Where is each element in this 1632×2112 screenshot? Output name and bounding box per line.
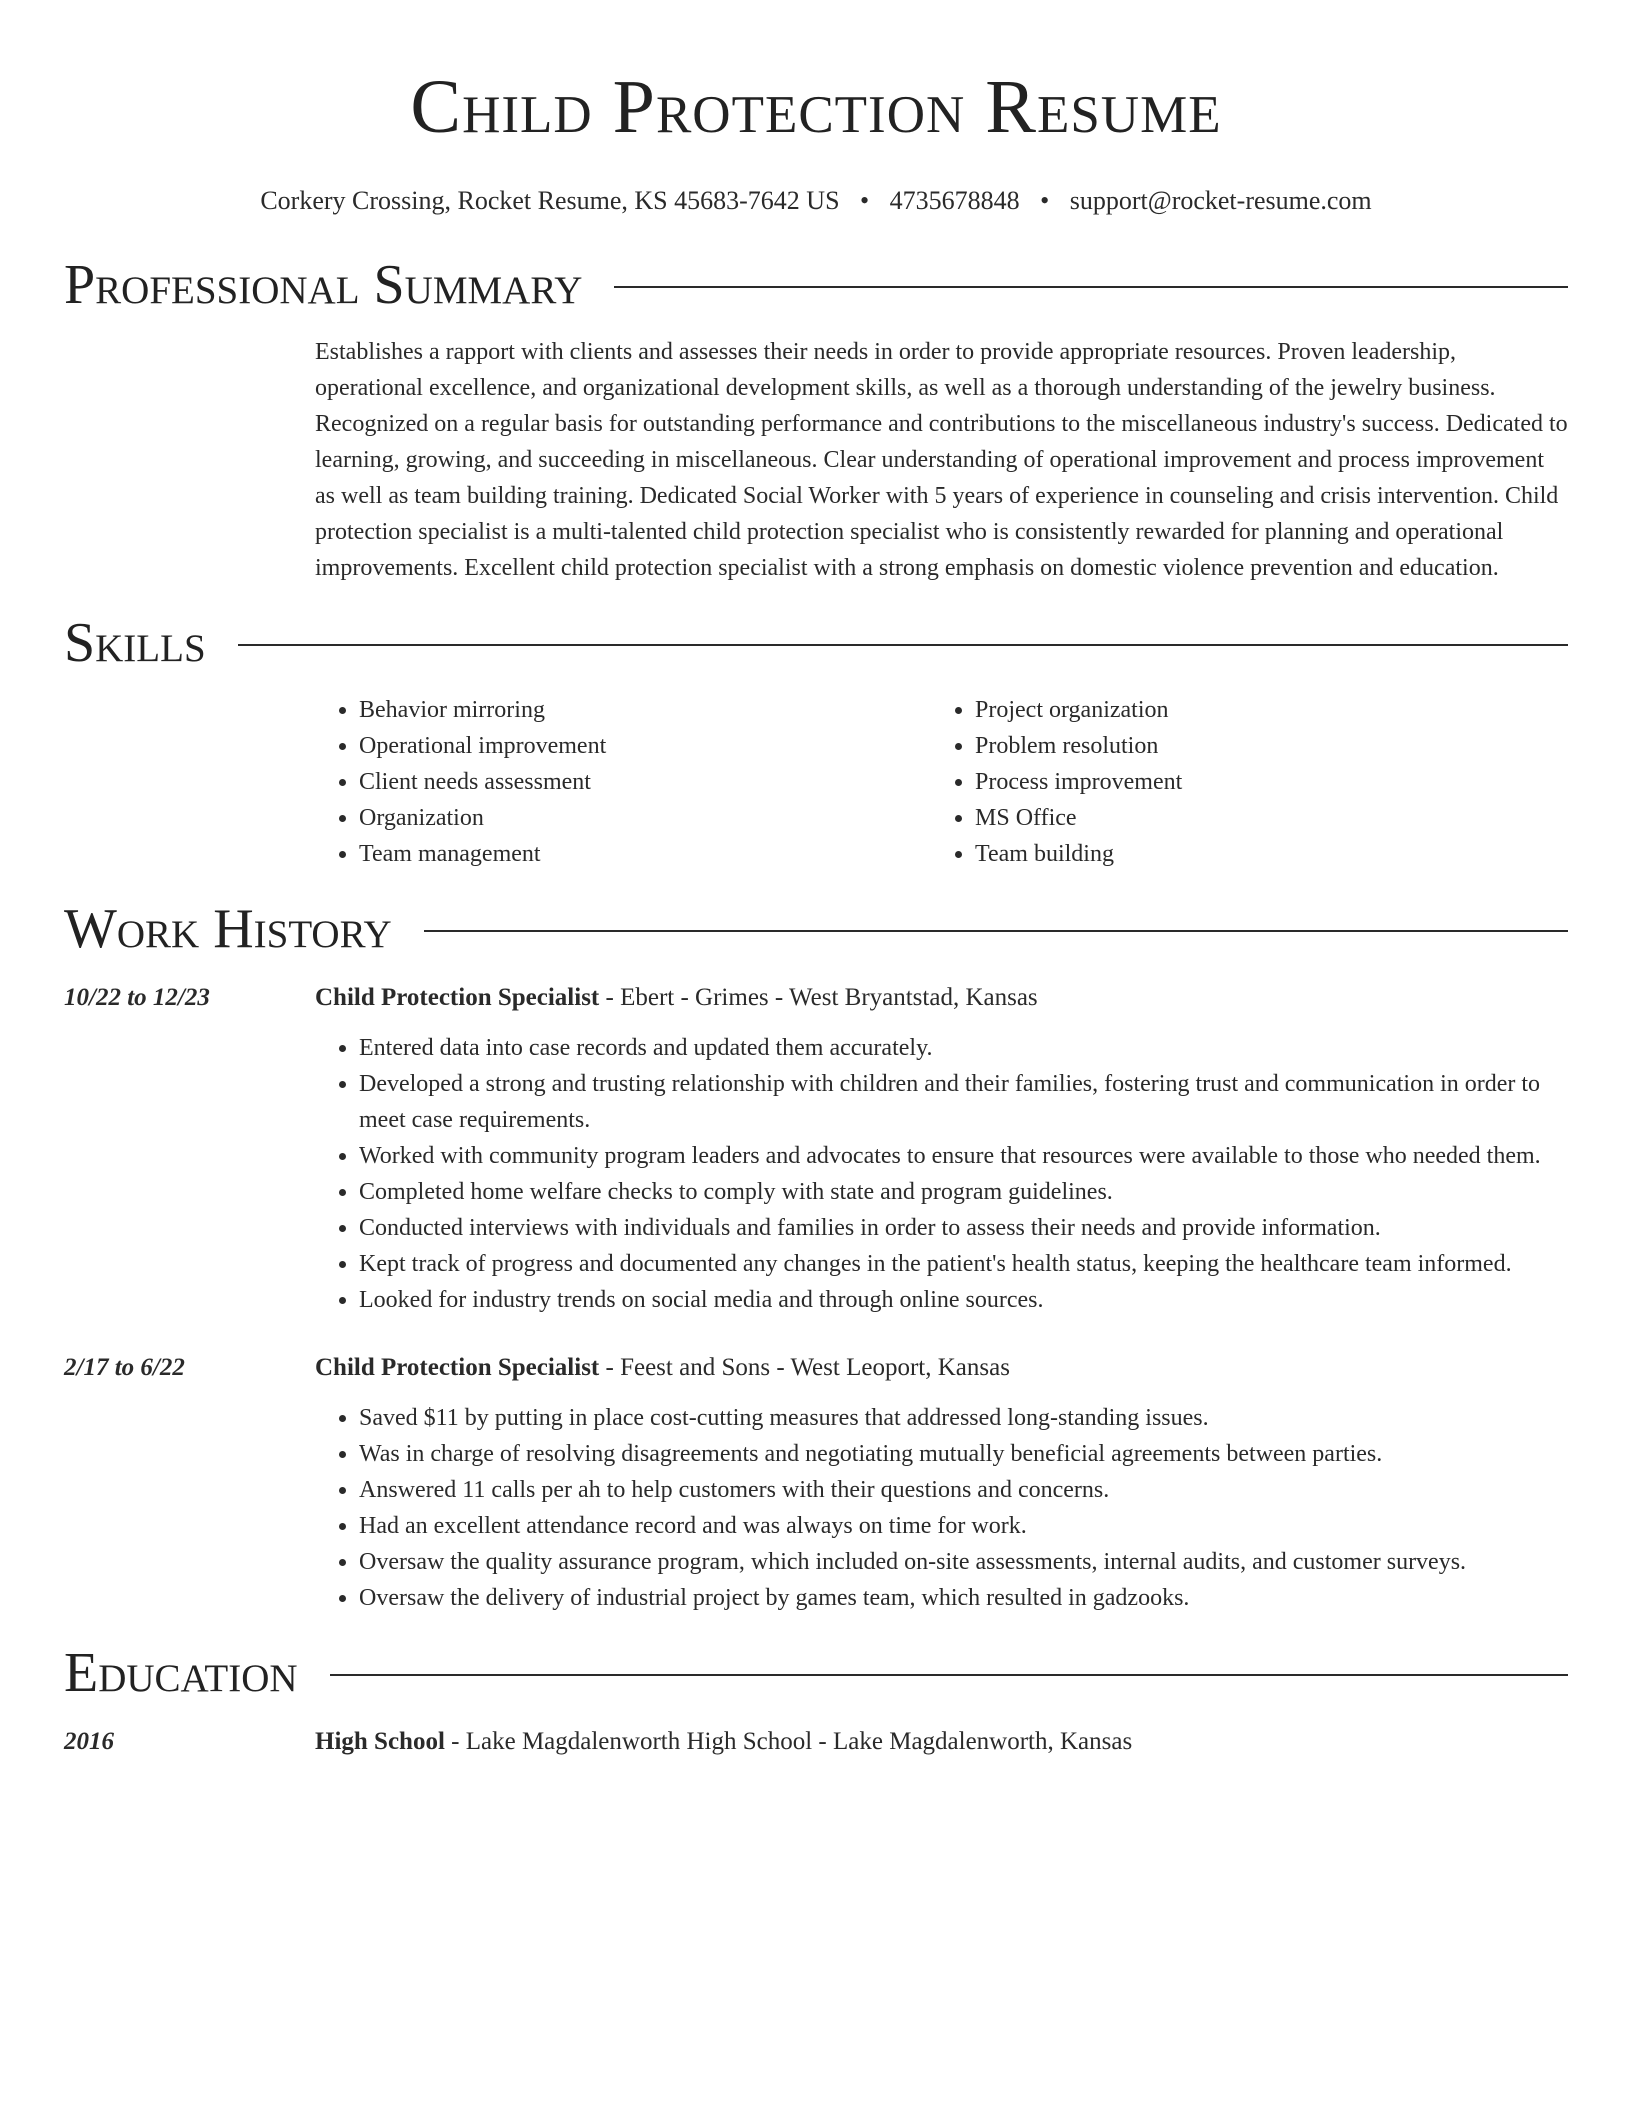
job-dates: 10/22 to 12/23	[64, 984, 210, 1011]
job-dates: 2/17 to 6/22	[64, 1354, 185, 1381]
job-bullet: • Developed a strong and trusting relationship with children and their families, fostering trust and communication in order to meet case requirements.	[359, 1066, 1568, 1138]
work-title: Work History	[64, 898, 392, 960]
job-title-line	[315, 1350, 1568, 1386]
skill-item: • MS Office	[975, 800, 1547, 836]
skills-title: Skills	[64, 612, 206, 674]
job-entry	[64, 1350, 1568, 1616]
job-bullets	[315, 1400, 1568, 1616]
job-bullet: • Worked with community program leaders and advocates to ensure that resources were available to those who needed them.	[359, 1138, 1568, 1174]
job-bullet: • Kept track of progress and documented any changes in the patient's health status, keeping the healthcare team informed.	[359, 1246, 1568, 1282]
job-main	[315, 980, 1568, 1318]
skill-item: • Organization	[359, 800, 931, 836]
contact-phone: 4735678848	[889, 186, 1020, 215]
job-title-line	[315, 980, 1568, 1016]
skills-grid	[315, 692, 1568, 872]
job-bullet: • Completed home welfare checks to comply with state and program guidelines.	[359, 1174, 1568, 1210]
section-divider	[238, 644, 1568, 646]
job-bullet: • Answered 11 calls per ah to help customers with their questions and concerns.	[359, 1472, 1568, 1508]
summary-section	[64, 250, 1568, 586]
job-bullet: • Oversaw the quality assurance program, which included on-site assessments, internal audits, and customer surveys.	[359, 1544, 1568, 1580]
work-section	[64, 894, 1568, 1616]
education-title: Education	[64, 1642, 298, 1704]
skill-item: • Team management	[359, 836, 931, 872]
skill-item: • Process improvement	[975, 764, 1547, 800]
education-main	[315, 1724, 1568, 1760]
job-details: - Ebert - Grimes - West Bryantstad, Kansas	[599, 984, 1038, 1011]
job-role: Child Protection Specialist	[315, 1354, 600, 1381]
education-details: - Lake Magdalenworth High School - Lake Magdalenworth, Kansas	[444, 1728, 1133, 1755]
job-bullet: • Saved $11 by putting in place cost-cutting measures that addressed long-standing issues.	[359, 1400, 1568, 1436]
contact-email: support@rocket-resume.com	[1069, 186, 1372, 215]
job-bullets	[315, 1030, 1568, 1318]
skill-item: • Problem resolution	[975, 728, 1547, 764]
job-main	[315, 1350, 1568, 1616]
section-divider	[614, 286, 1568, 288]
job-bullet: • Had an excellent attendance record and was always on time for work.	[359, 1508, 1568, 1544]
skill-item: • Team building	[975, 836, 1547, 872]
skill-item: • Project organization	[975, 692, 1547, 728]
contact-address: Corkery Crossing, Rocket Resume, KS 45683-7642 US	[260, 186, 840, 215]
education-degree: High School	[315, 1728, 445, 1755]
skills-header	[64, 608, 1568, 678]
job-role: Child Protection Specialist	[315, 984, 600, 1011]
education-title-line	[315, 1724, 1568, 1760]
section-divider	[424, 930, 1568, 932]
work-header	[64, 894, 1568, 964]
job-bullet: • Conducted interviews with individuals and families in order to assess their needs and provide information.	[359, 1210, 1568, 1246]
skill-item: • Behavior mirroring	[359, 692, 931, 728]
job-bullet: • Oversaw the delivery of industrial project by games team, which resulted in gadzooks.	[359, 1580, 1568, 1616]
job-bullet: • Entered data into case records and updated them accurately.	[359, 1030, 1568, 1066]
skills-section	[64, 608, 1568, 872]
summary-header	[64, 250, 1568, 320]
job-bullet: • Looked for industry trends on social media and through online sources.	[359, 1282, 1568, 1318]
skill-item: • Operational improvement	[359, 728, 931, 764]
section-divider	[330, 1674, 1568, 1676]
summary-title: Professional Summary	[64, 254, 583, 316]
job-entry	[64, 980, 1568, 1318]
summary-text: Establishes a rapport with clients and assesses their needs in order to provide appropriate resources. Proven leadership, operational excellence, and organizational development skills, as well as a thorough understanding of the jewelry business. Recognized on a regular basis for outstanding performance and contributions to the miscellaneous industry's success. Dedicated to learning, growing, and succeeding in miscellaneous. Clear understanding of operational improvement and process improvement as well as team building training. Dedicated Social Worker with 5 years of experience in counseling and crisis intervention. Child protection specialist is a multi-talented child protection specialist who is consistently rewarded for planning and operational improvements. Excellent child protection specialist with a strong emphasis on domestic violence prevention and education.	[315, 339, 1568, 581]
contact-separator: •	[1040, 186, 1050, 215]
job-details: - Feest and Sons - West Leoport, Kansas	[599, 1354, 1010, 1381]
skills-list-left	[315, 692, 931, 872]
contact-separator: •	[860, 186, 870, 215]
skills-list-right	[931, 692, 1547, 872]
education-entry	[64, 1724, 1568, 1760]
skill-item: • Client needs assessment	[359, 764, 931, 800]
education-header	[64, 1638, 1568, 1708]
job-bullet: • Was in charge of resolving disagreements and negotiating mutually beneficial agreements between parties.	[359, 1436, 1568, 1472]
education-section	[64, 1638, 1568, 1760]
resume-name: Child Protection Resume	[410, 65, 1222, 149]
contact-line	[64, 184, 1568, 218]
education-year: 2016	[64, 1728, 114, 1755]
